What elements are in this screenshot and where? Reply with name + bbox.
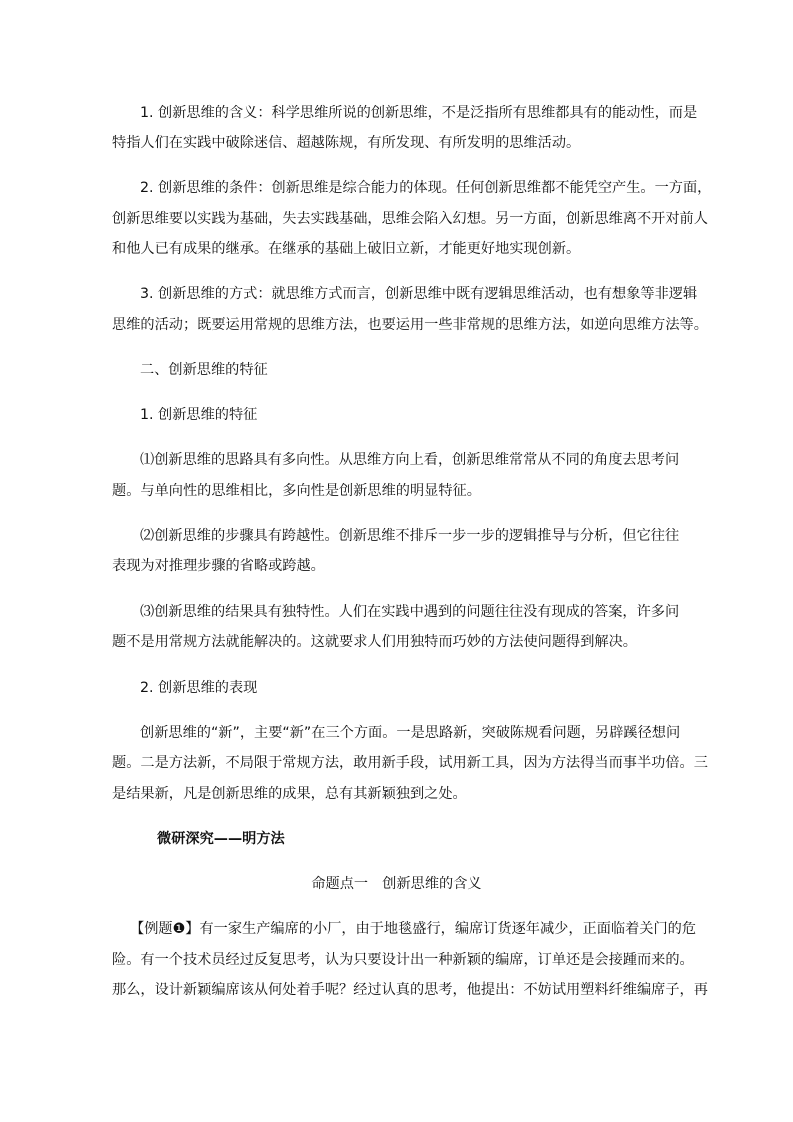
text-line: 特指人们在实践中破除迷信、超越陈规，有所发现、有所发明的思维活动。 bbox=[112, 135, 581, 151]
example-text-line: 【例题❶】有一家生产编席的小厂，由于地毯盛行，编席订货逐年减少，正面临着关门的危 bbox=[130, 921, 697, 937]
topic-heading: 命题点一 创新思维的含义 bbox=[311, 876, 482, 892]
text-line: 3. 创新思维的方式：就思维方式而言，创新思维中既有逻辑思维活动，也有想象等非逻辑 bbox=[140, 286, 698, 302]
subsection-heading: 1. 创新思维的特征 bbox=[140, 407, 258, 423]
text-line: 创新思维要以实践为基础，失去实践基础，思维会陷入幻想。另一方面，创新思维离不开对前人 bbox=[112, 211, 708, 227]
text-line: 表现为对推理步骤的省略或跨越。 bbox=[112, 558, 325, 574]
section-heading: 二、创新思维的特征 bbox=[140, 362, 268, 378]
text-line: 题。与单向性的思维相比，多向性是创新思维的明显特征。 bbox=[112, 483, 481, 499]
text-line: ⑶创新思维的结果具有独特性。人们在实践中遇到的问题往往没有现成的答案，许多问 bbox=[140, 604, 680, 620]
subsection-heading: 2. 创新思维的表现 bbox=[140, 680, 258, 696]
text-line: 和他人已有成果的继承。在继承的基础上破旧立新，才能更好地实现创新。 bbox=[112, 241, 581, 257]
method-heading: 微研深究——明方法 bbox=[157, 831, 285, 847]
text-line: ⑵创新思维的步骤具有跨越性。创新思维不排斥一步一步的逻辑推导与分析，但它往往 bbox=[140, 528, 680, 544]
text-line: 题不是用常规方法就能解决的。这就要求人们用独特而巧妙的方法使问题得到解决。 bbox=[112, 634, 637, 650]
text-line: 2. 创新思维的条件：创新思维是综合能力的体现。任何创新思维都不能凭空产生。一方面， bbox=[140, 180, 712, 196]
text-line: ⑴创新思维的思路具有多向性。从思维方向上看，创新思维常常从不同的角度去思考问 bbox=[140, 452, 680, 468]
example-text-line: 那么，设计新颖编席该从何处着手呢？经过认真的思考，他提出：不妨试用塑料纤维编席子，再 bbox=[112, 982, 708, 998]
example-text-line: 险。有一个技术员经过反复思考，认为只要设计出一种新颖的编席，订单还是会接踵而来的。 bbox=[112, 952, 694, 968]
text-line: 创新思维的“新”，主要“新”在三个方面。一是思路新，突破陈规看问题，另辟蹊径想问 bbox=[140, 725, 681, 741]
text-line: 题。二是方法新，不局限于常规方法，敢用新手段，试用新工具，因为方法得当而事半功倍。三 bbox=[112, 755, 708, 771]
text-line: 1. 创新思维的含义：科学思维所说的创新思维，不是泛指所有思维都具有的能动性，而是 bbox=[140, 105, 698, 121]
text-line: 思维的活动；既要运用常规的思维方法，也要运用一些非常规的思维方法，如逆向思维方法等。 bbox=[112, 317, 708, 333]
text-line: 是结果新，凡是创新思维的成果，总有其新颖独到之处。 bbox=[112, 786, 467, 802]
